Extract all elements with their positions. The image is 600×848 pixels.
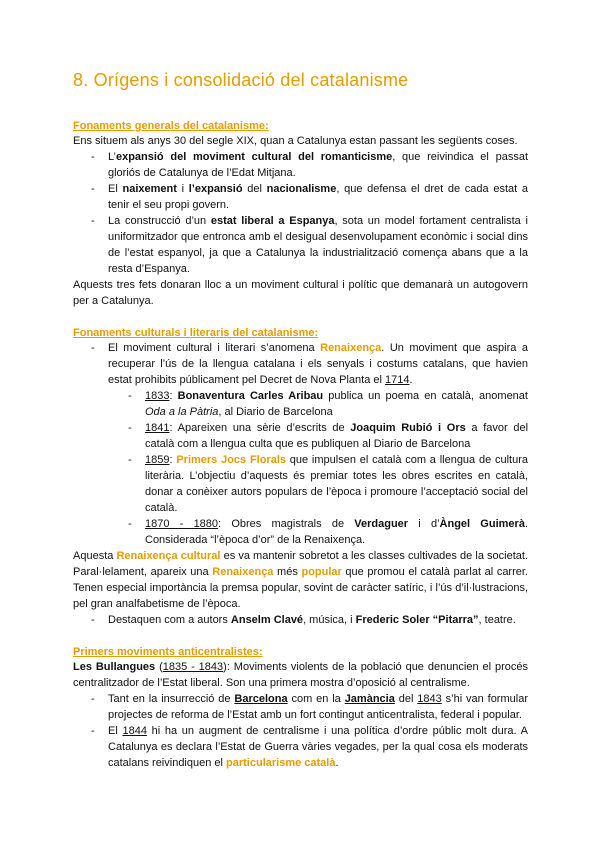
list-item: - El 1844 hi ha un augment de centralisme i una política d’ordre públic molt dura. A Catalunya es declara l’Estat de Guerra vàries vegades, per la qual cosa els moderats catalans reivindiquen el particularisme català.	[108, 723, 528, 771]
list-item: - El moviment cultural i literari s’anomena Renaixença. Un moviment que aspira a recuperar l’ús de la llengua catalana i els senyals i costums catalans, que havien estat prohibits públicament pel Decret de Nova Planta el 1714.	[108, 340, 528, 388]
list-item: - La construcció d’un estat liberal a Espanya, sota un model fortament centralista i uniformitzador que entronca amb el desigual desenvolupament econòmic i social dins de l’estat espanyol, ja que a Catalunya la industrialització comença abans que a la resta d’Espanya.	[108, 213, 528, 277]
section-moviments-anticentralistes	[73, 645, 528, 771]
sub-list-item: - 1841: Apareixen una sèrie d’escrits de Joaquim Rubió i Ors a favor del català com a llengua culta que es publiquen al Diario de Barcelona	[145, 420, 528, 452]
paragraph: Aquests tres fets donaran lloc a un moviment cultural i polític que demanarà un autogovern per a Catalunya.	[73, 279, 528, 307]
document-page	[73, 70, 528, 771]
section-fonaments-culturals	[73, 326, 528, 628]
bullet-list	[73, 340, 528, 548]
paragraph: Ens situem als anys 30 del segle XIX, quan a Catalunya estan passant les següents coses.	[73, 135, 518, 147]
paragraph: Aquesta Renaixença cultural es va mantenir sobretot a les classes cultivades de la societat. Paral·lelament, apareix una Renaixença més popular que promou el català parlat al carrer. Tenen especial importància la premsa popular, sovint de caràcter satíric, i l’ús d’il·lustracions, pel gran analfabetisme de l’època.	[73, 550, 529, 610]
sub-list-item: - 1870 - 1880: Obres magistrals de Verdaguer i d’Àngel Guimerà. Considerada “l’època d’or” de la Renaixença.	[145, 516, 528, 548]
section-heading: Primers moviments anticentralistes:	[73, 646, 263, 658]
section-fonaments-generals	[73, 119, 528, 309]
section-heading: Fonaments generals del catalanisme:	[73, 120, 269, 132]
list-item: - Destaquen com a autors Anselm Clavé, música, i Frederic Soler “Pitarra”, teatre.	[108, 612, 528, 628]
bullet-list	[73, 612, 528, 628]
list-item: - Tant en la insurrecció de Barcelona com en la Jamància del 1843 s’hi van formular projectes de reforma de l’Estat amb un fort contingut anticentralista, federal i popular.	[108, 691, 528, 723]
list-item: - El naixement i l’expansió del nacionalisme, que defensa el dret de cada estat a tenir el seu propi govern.	[108, 181, 528, 213]
list-item: - L’expansió del moviment cultural del romanticisme, que reivindica el passat gloriós de Catalunya de l’Edat Mitjana.	[108, 149, 528, 181]
sub-list-item: - 1833: Bonaventura Carles Aribau publica un poema en català, anomenat Oda a la Pàtria, al Diario de Barcelona	[145, 388, 528, 420]
bullet-list	[73, 691, 528, 771]
section-heading: Fonaments culturals i literaris del catalanisme:	[73, 327, 319, 339]
sub-list-item: - 1859: Primers Jocs Florals que impulsen el català com a llengua de cultura literària. L’objectiu d’aquests és premiar totes les obres escrites en català, donar a conèixer autors populars de l’època i promoure l’acceptació social del català.	[145, 452, 528, 516]
bullet-list	[73, 149, 528, 277]
paragraph: Les Bullangues (1835 - 1843): Moviments violents de la població que denuncien el procés centralitzador de l’Estat liberal. Son una primera mostra d’oposició al centralisme.	[73, 661, 528, 689]
page-title: 8. Orígens i consolidació del catalanisme	[73, 70, 409, 90]
